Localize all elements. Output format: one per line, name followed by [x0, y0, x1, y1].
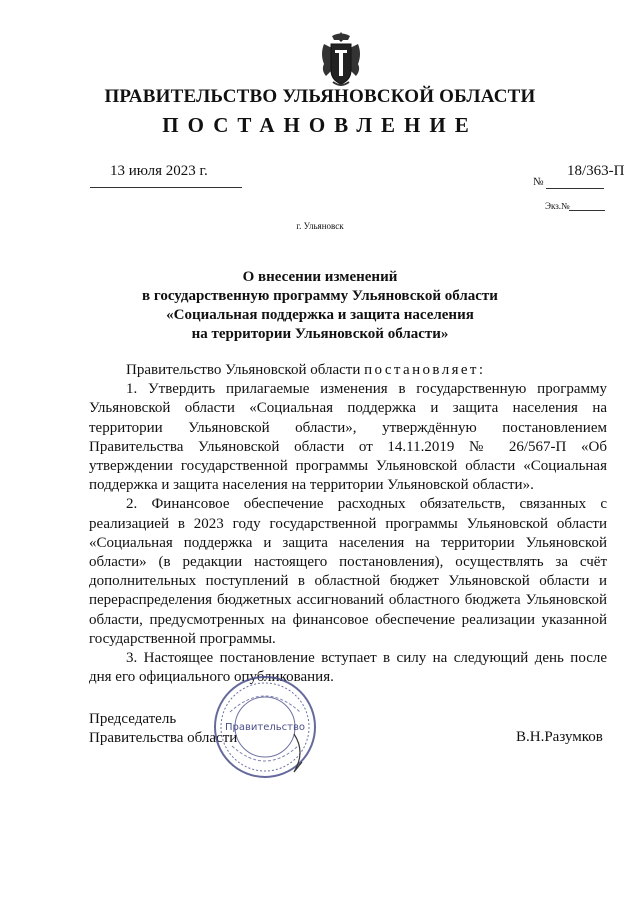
paragraph-item-3: 3. Настоящее постановление вступает в силу на следующий день после дня его официального опубликования.: [89, 650, 607, 686]
document-subject: [100, 268, 540, 344]
subject-line: «Социальная поддержка и защита населения: [166, 307, 474, 323]
intro-prefix: Правительство Ульяновской области: [126, 362, 361, 378]
seal-center-text: Правительство: [225, 722, 305, 733]
document-number: 18/363-П: [567, 163, 625, 179]
position-line: Председатель: [89, 711, 177, 727]
coat-of-arms-icon: [318, 30, 364, 90]
org-title: ПРАВИТЕЛЬСТВО УЛЬЯНОВСКОЙ ОБЛАСТИ: [104, 86, 536, 107]
intro-decree-word: постановляет: [364, 362, 479, 378]
document-body: [89, 361, 607, 687]
copy-number-underline: [569, 210, 605, 211]
city: г. Ульяновск: [296, 221, 344, 231]
document-type: ПОСТАНОВЛЕНИЕ: [162, 113, 478, 137]
document-date: 13 июля 2023 г.: [110, 163, 208, 179]
date-underline: [90, 187, 242, 188]
subject-line: в государственную программу Ульяновской области: [142, 288, 498, 304]
paragraph-item-1: 1. Утвердить прилагаемые изменения в государственную программу Ульяновской области «Социальная поддержка и защита населения на территории Ульяновской области», утверждённую постановлением Правительства Ульяновской области от 14.11.2019 № 26/567-П «Об утверждении государственной программы Ульяновской области «Социальная поддержка и защита населения на территории Ульяновской области».: [89, 381, 607, 494]
signatory-name: В.Н.Разумков: [516, 729, 603, 745]
subject-line: на территории Ульяновской области»: [191, 326, 449, 342]
number-underline: [546, 188, 604, 189]
copy-number-label: Экз.№: [545, 201, 570, 211]
paragraph-item-2: 2. Финансовое обеспечение расходных обязательств, связанных с реализацией в 2023 году государственной программы Ульяновской области «Социальная поддержка и защита населения на территории Ульяновской области» (в редакции настоящего постановления), осуществлять за счёт дополнительных поступлений в областной бюджет Ульяновской области и перераспределения бюджетных ассигнований областного бюджета Ульяновской области, предусмотренных на финансовое обеспечение реализации указанной государственной программы.: [89, 496, 607, 647]
number-sign: №: [533, 176, 544, 188]
intro-paragraph: [89, 361, 607, 380]
official-seal-icon: [210, 672, 320, 782]
position-line: Правительства области: [89, 730, 238, 746]
subject-line: О внесении изменений: [242, 269, 398, 285]
intro-suffix: :: [478, 362, 484, 378]
